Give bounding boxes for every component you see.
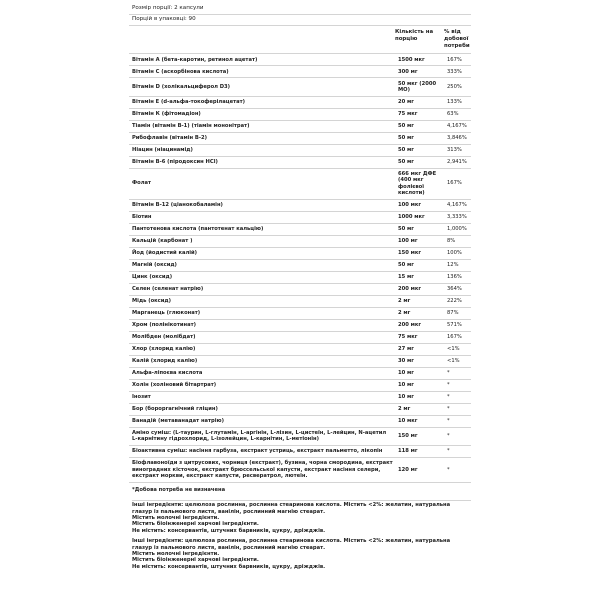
other-ingredients-line: Інші інгредієнти: целюлоза рослинна, рослинна стеаринова кислота. Містить <2%: желатин, натуральна глазур із пальмового листя, ванілін, рослинний магнію стеарат. bbox=[132, 502, 451, 515]
nutrient-amount: 200 мкг bbox=[395, 283, 444, 295]
nutrient-daily-value: * bbox=[444, 367, 471, 379]
nutrient-amount: 50 мг bbox=[395, 156, 444, 168]
nutrient-name: Цинк (оксид) bbox=[129, 271, 395, 283]
nutrient-amount: 1500 мкг bbox=[395, 54, 444, 65]
nutrient-amount: 10 мг bbox=[395, 391, 444, 403]
nutrient-daily-value: 8% bbox=[444, 235, 471, 247]
nutrient-name: Ніацин (ніацинамід) bbox=[129, 144, 395, 156]
nutrient-name: Біотин bbox=[129, 211, 395, 223]
table-row bbox=[129, 445, 471, 457]
nutrient-amount: 100 мкг bbox=[395, 199, 444, 211]
table-row bbox=[129, 283, 471, 295]
other-ingredients-line: Містить молочні інгредієнти. bbox=[132, 550, 220, 557]
nutrient-name: Магній (оксид) bbox=[129, 259, 395, 271]
nutrient-amount: 2 мг bbox=[395, 307, 444, 319]
nutrient-name: Аміно суміш: (L-таурин, L-глутамін, L-аргінін, L-лізин, L-цистеїн, L-лейцин, N-ацетил L-карнітину гідрохлорид, L-ізолейцин, L-карнітин, L-метіонін) bbox=[129, 427, 395, 445]
table-row bbox=[129, 211, 471, 223]
nutrient-daily-value: 12% bbox=[444, 259, 471, 271]
table-row bbox=[129, 66, 471, 78]
table-row bbox=[129, 108, 471, 120]
nutrient-name: Марганець (глюконат) bbox=[129, 307, 395, 319]
nutrient-amount: 50 мкг (2000 МО) bbox=[395, 78, 444, 96]
nutrient-daily-value: 1,000% bbox=[444, 223, 471, 235]
table-row bbox=[129, 307, 471, 319]
nutrient-amount: 300 мг bbox=[395, 66, 444, 78]
nutrient-name: Вітамін D (холікальциферол D3) bbox=[129, 78, 395, 96]
nutrient-name: Селен (селенат натрію) bbox=[129, 283, 395, 295]
nutrient-amount: 150 мкг bbox=[395, 247, 444, 259]
nutrient-name: Вітамін А (бета-каротин, ретинол ацетат) bbox=[129, 54, 395, 65]
dv-not-established-note: *Добова потреба не визначена bbox=[132, 486, 226, 493]
other-ingredients-line: Містить біоінженерні харчові інгредієнти. bbox=[132, 521, 259, 528]
nutrient-daily-value: 333% bbox=[444, 66, 471, 78]
nutrient-amount: 50 мг bbox=[395, 144, 444, 156]
nutrient-name: Тіамін (вітамін В-1) (тіамін мононітрат) bbox=[129, 120, 395, 132]
nutrient-daily-value: * bbox=[444, 445, 471, 457]
table-row bbox=[129, 343, 471, 355]
nutrient-name: Пантотенова кислота (пантотенат кальцію) bbox=[129, 223, 395, 235]
nutrient-daily-value: 222% bbox=[444, 295, 471, 307]
table-row bbox=[129, 379, 471, 391]
nutrient-amount: 50 мг bbox=[395, 120, 444, 132]
nutrient-amount: 118 мг bbox=[395, 445, 444, 457]
table-row bbox=[129, 235, 471, 247]
nutrient-daily-value: 136% bbox=[444, 271, 471, 283]
nutrient-amount: 10 мкг bbox=[395, 415, 444, 427]
nutrient-amount: 200 мкг bbox=[395, 319, 444, 331]
nutrient-amount: 1000 мкг bbox=[395, 211, 444, 223]
nutrient-daily-value: 4,167% bbox=[444, 120, 471, 132]
nutrient-amount: 2 мг bbox=[395, 403, 444, 415]
nutrient-daily-value: <1% bbox=[444, 355, 471, 367]
nutrient-name: Біоактивна суміш: насіння гарбуза, екстракт устриць, екстракт пальметто, лікопін bbox=[129, 445, 395, 457]
other-ingredients-line: Не містить: консервантів, штучних барвників, цукру, дріжджів. bbox=[132, 527, 326, 534]
nutrient-amount: 20 мг bbox=[395, 96, 444, 108]
other-ingredients-line: Містить біоінженерні харчові інгредієнти. bbox=[132, 557, 259, 564]
nutrient-daily-value: 571% bbox=[444, 319, 471, 331]
header-spacer bbox=[129, 29, 395, 49]
serving-size: Розмір порції: 2 капсули bbox=[129, 5, 471, 15]
nutrient-name: Вітамін С (аскорбінова кислота) bbox=[129, 66, 395, 78]
nutrient-daily-value: 3,846% bbox=[444, 132, 471, 144]
nutrient-daily-value: 167% bbox=[444, 168, 471, 199]
nutrient-name: Калій (хлорид калію) bbox=[129, 355, 395, 367]
nutrient-name: Альфа-ліпоєва кислота bbox=[129, 367, 395, 379]
nutrient-daily-value: * bbox=[444, 415, 471, 427]
nutrient-daily-value: 63% bbox=[444, 108, 471, 120]
table-row bbox=[129, 120, 471, 132]
table-row bbox=[129, 199, 471, 211]
nutrient-daily-value: 4,167% bbox=[444, 199, 471, 211]
table-row bbox=[129, 391, 471, 403]
table-row bbox=[129, 144, 471, 156]
nutrient-name: Хром (полінікотинат) bbox=[129, 319, 395, 331]
nutrient-name: Вітамін В-6 (піродоксин HCl) bbox=[129, 156, 395, 168]
nutrient-name: Мідь (оксид) bbox=[129, 295, 395, 307]
dv-column-header: % від добової потреби bbox=[444, 29, 470, 49]
table-header bbox=[129, 26, 471, 54]
nutrient-daily-value: * bbox=[444, 403, 471, 415]
nutrient-name: Йод (йодистий калій) bbox=[129, 247, 395, 259]
table-row bbox=[129, 259, 471, 271]
table-row bbox=[129, 168, 471, 199]
nutrient-daily-value: 364% bbox=[444, 283, 471, 295]
nutrient-name: Вітамін Е (d-альфа-токоферілацетат) bbox=[129, 96, 395, 108]
nutrient-amount: 2 мг bbox=[395, 295, 444, 307]
nutrient-amount: 10 мг bbox=[395, 367, 444, 379]
nutrient-amount: 150 мг bbox=[395, 427, 444, 445]
nutrient-daily-value: * bbox=[444, 391, 471, 403]
servings-per-container: Порцій в упаковці: 90 bbox=[129, 15, 471, 26]
nutrient-name: Ванадій (метаванадат натрію) bbox=[129, 415, 395, 427]
nutrient-amount: 50 мг bbox=[395, 259, 444, 271]
nutrient-name: Рибофлавін (вітамін В-2) bbox=[129, 132, 395, 144]
nutrient-daily-value: 167% bbox=[444, 331, 471, 343]
nutrient-amount: 100 мг bbox=[395, 235, 444, 247]
table-row bbox=[129, 403, 471, 415]
nutrient-daily-value: 2,941% bbox=[444, 156, 471, 168]
nutrient-daily-value: 87% bbox=[444, 307, 471, 319]
nutrient-name: Молібден (молібдат) bbox=[129, 331, 395, 343]
nutrient-name: Хлор (хлорид калію) bbox=[129, 343, 395, 355]
nutrient-name: Фолат bbox=[129, 168, 395, 199]
nutrient-amount: 666 мкг ДФЕ (400 мкг фолієвої кислоти) bbox=[395, 168, 444, 199]
nutrient-name: Вітамін К (фітомадіон) bbox=[129, 108, 395, 120]
table-row bbox=[129, 78, 471, 96]
nutrient-name: Кальцій (карбонат ) bbox=[129, 235, 395, 247]
supplement-facts-panel bbox=[129, 5, 471, 570]
nutrient-amount: 30 мг bbox=[395, 355, 444, 367]
nutrient-daily-value: * bbox=[444, 379, 471, 391]
other-ingredients-line: Містить молочні інгредієнти. bbox=[132, 514, 220, 521]
table-row bbox=[129, 427, 471, 445]
other-ingredients-block-1 bbox=[132, 500, 471, 534]
footer bbox=[129, 487, 471, 570]
nutrient-amount: 27 мг bbox=[395, 343, 444, 355]
nutrient-amount: 75 мкг bbox=[395, 331, 444, 343]
other-ingredients-line: Інші інгредієнти: целюлоза рослинна, рослинна стеаринова кислота. Містить <2%: желатин, натуральна глазур із пальмового листя, ванілін, рослинний магнію стеарат. bbox=[132, 538, 451, 551]
nutrient-daily-value: 167% bbox=[444, 54, 471, 65]
table-row bbox=[129, 271, 471, 283]
nutrient-name: Холін (холіновий бітартрат) bbox=[129, 379, 395, 391]
table-row bbox=[129, 223, 471, 235]
other-ingredients-block-2 bbox=[132, 538, 471, 570]
nutrient-daily-value: * bbox=[444, 427, 471, 445]
nutrient-amount: 120 мг bbox=[395, 457, 444, 482]
nutrient-name: Біофлавоноїди з цитрусових, чорниця (екстракт), бузина, чорна смородина, екстракт виноградних кісточок, екстракт брюссельської капусти, екстракт насіння селери, екстракт моркви, екстракт капусти, ресвератрол, лютеїн. bbox=[129, 457, 395, 482]
nutrient-name: Вітамін В-12 (ціанокобаламін) bbox=[129, 199, 395, 211]
nutrient-daily-value: 100% bbox=[444, 247, 471, 259]
nutrient-name: Інозит bbox=[129, 391, 395, 403]
other-ingredients-line: Не містить: консервантів, штучних барвників, цукру, дріжджів. bbox=[132, 563, 326, 570]
table-row bbox=[129, 54, 471, 65]
nutrients-table bbox=[129, 54, 471, 482]
nutrient-amount: 75 мкг bbox=[395, 108, 444, 120]
nutrient-daily-value: 133% bbox=[444, 96, 471, 108]
table-row bbox=[129, 367, 471, 379]
table-row bbox=[129, 96, 471, 108]
amount-column-header: Кількість на порцію bbox=[395, 29, 434, 42]
nutrient-daily-value: 3,333% bbox=[444, 211, 471, 223]
nutrient-daily-value: <1% bbox=[444, 343, 471, 355]
nutrient-amount: 15 мг bbox=[395, 271, 444, 283]
nutrient-daily-value: * bbox=[444, 457, 471, 482]
table-row bbox=[129, 331, 471, 343]
table-row bbox=[129, 457, 471, 482]
table-row bbox=[129, 319, 471, 331]
nutrient-amount: 50 мг bbox=[395, 132, 444, 144]
table-row bbox=[129, 156, 471, 168]
nutrient-daily-value: 250% bbox=[444, 78, 471, 96]
nutrient-daily-value: 313% bbox=[444, 144, 471, 156]
table-row bbox=[129, 295, 471, 307]
nutrient-amount: 50 мг bbox=[395, 223, 444, 235]
table-row bbox=[129, 415, 471, 427]
table-row bbox=[129, 132, 471, 144]
table-row bbox=[129, 355, 471, 367]
nutrient-amount: 10 мг bbox=[395, 379, 444, 391]
table-row bbox=[129, 247, 471, 259]
nutrient-name: Бор (бороргагнічний гліцин) bbox=[129, 403, 395, 415]
